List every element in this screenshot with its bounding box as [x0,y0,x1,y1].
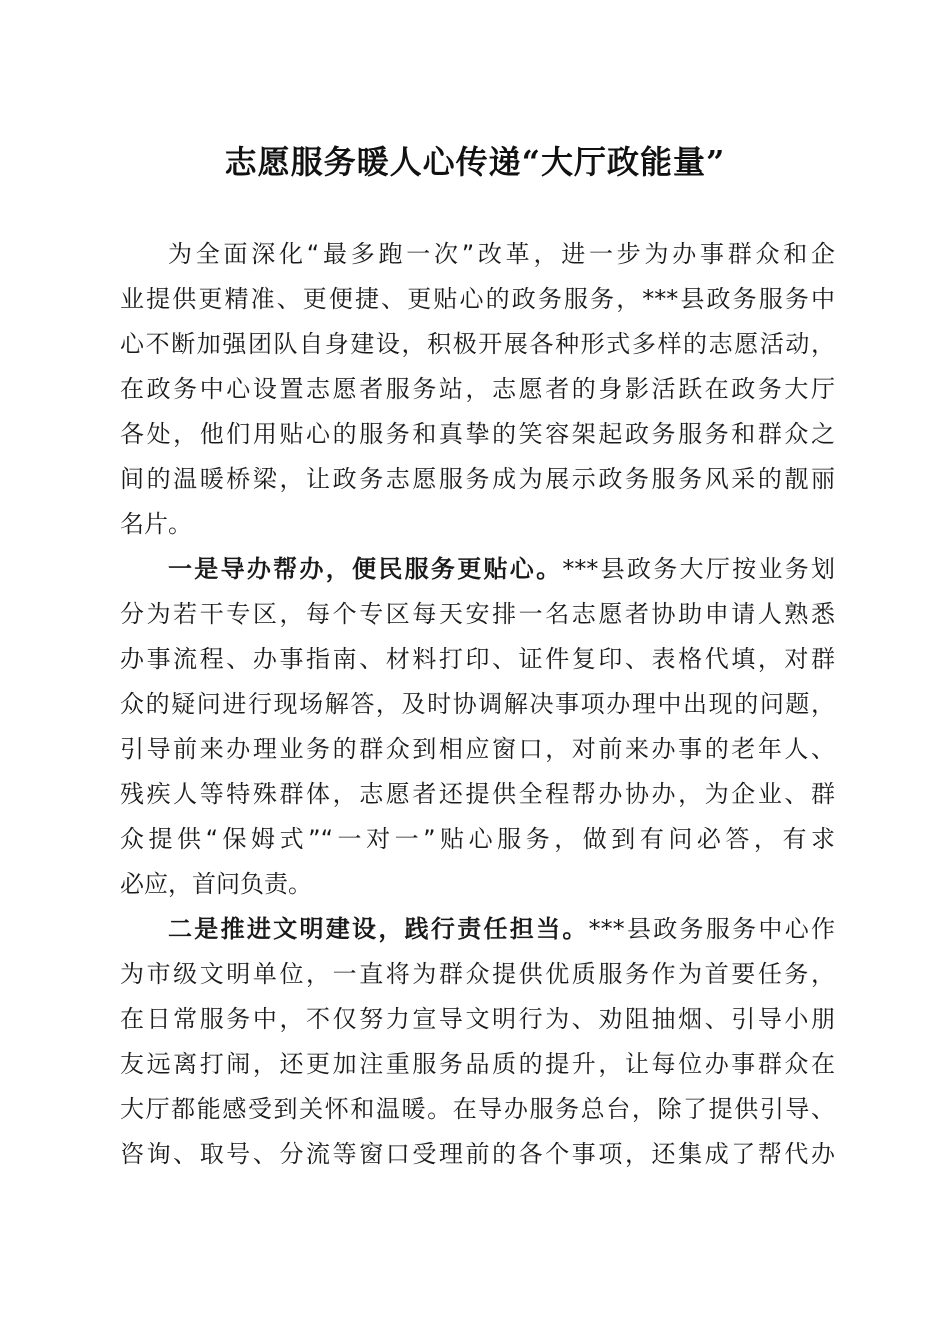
text-line: 业提供更精准、更便捷、更贴心的政务服务，***县政务服务中 [120,285,835,313]
text-line: 残疾人等特殊群体，志愿者还提供全程帮办协办，为企业、群 [120,780,835,808]
text-line [120,907,835,952]
text-line: 分为若干专区，每个专区每天安排一名志愿者协助申请人熟悉 [120,600,835,628]
text-segment: ***县政务大厅按业务划 [562,555,835,583]
text-line: 在日常服务中，不仅努力宣导文明行为、劝阻抽烟、引导小朋 [120,1005,835,1033]
text-line [120,547,835,592]
text-line: 大厅都能感受到关怀和温暖。在导办服务总台，除了提供引导、 [120,1095,835,1123]
text-line: 必应，首问负责。 [120,870,312,898]
text-line: 为全面深化“最多跑一次”改革，进一步为办事群众和企 [168,240,835,268]
paragraph-lead: 一是导办帮办，便民服务更贴心。 [168,555,563,583]
paragraph-civilization [120,907,835,1177]
text-line: 名片。 [120,510,192,538]
text-line: 间的温暖桥梁，让政务志愿服务成为展示政务服务风采的靓丽 [120,465,835,493]
text-line: 为市级文明单位，一直将为群众提供优质服务作为首要任务， [120,960,835,988]
text-line: 各处，他们用贴心的服务和真挚的笑容架起政务服务和群众之 [120,420,835,448]
document-title: 志愿服务暖人心传递“大厅政能量” [224,143,726,181]
document-body [120,232,835,1177]
text-line: 引导前来办理业务的群众到相应窗口，对前来办事的老年人、 [120,735,835,763]
text-line: 友远离打闹，还更加注重服务品质的提升，让每位办事群众在 [120,1050,835,1078]
text-segment: ***县政务服务中心作 [588,915,836,943]
text-line: 咨询、取号、分流等窗口受理前的各个事项，还集成了帮代办 [120,1140,835,1168]
paragraph-lead: 二是推进文明建设，践行责任担当。 [168,915,589,943]
text-line: 办事流程、办事指南、材料打印、证件复印、表格代填，对群 [120,645,835,673]
paragraph-intro [120,232,835,547]
paragraph-guidance [120,547,835,907]
text-line: 在政务中心设置志愿者服务站，志愿者的身影活跃在政务大厅 [120,375,835,403]
text-line: 众的疑问进行现场解答，及时协调解决事项办理中出现的问题， [120,690,835,718]
text-line: 众提供“保姆式”“一对一”贴心服务，做到有问必答，有求 [120,825,835,853]
text-line: 心不断加强团队自身建设，积极开展各种形式多样的志愿活动， [120,330,835,358]
